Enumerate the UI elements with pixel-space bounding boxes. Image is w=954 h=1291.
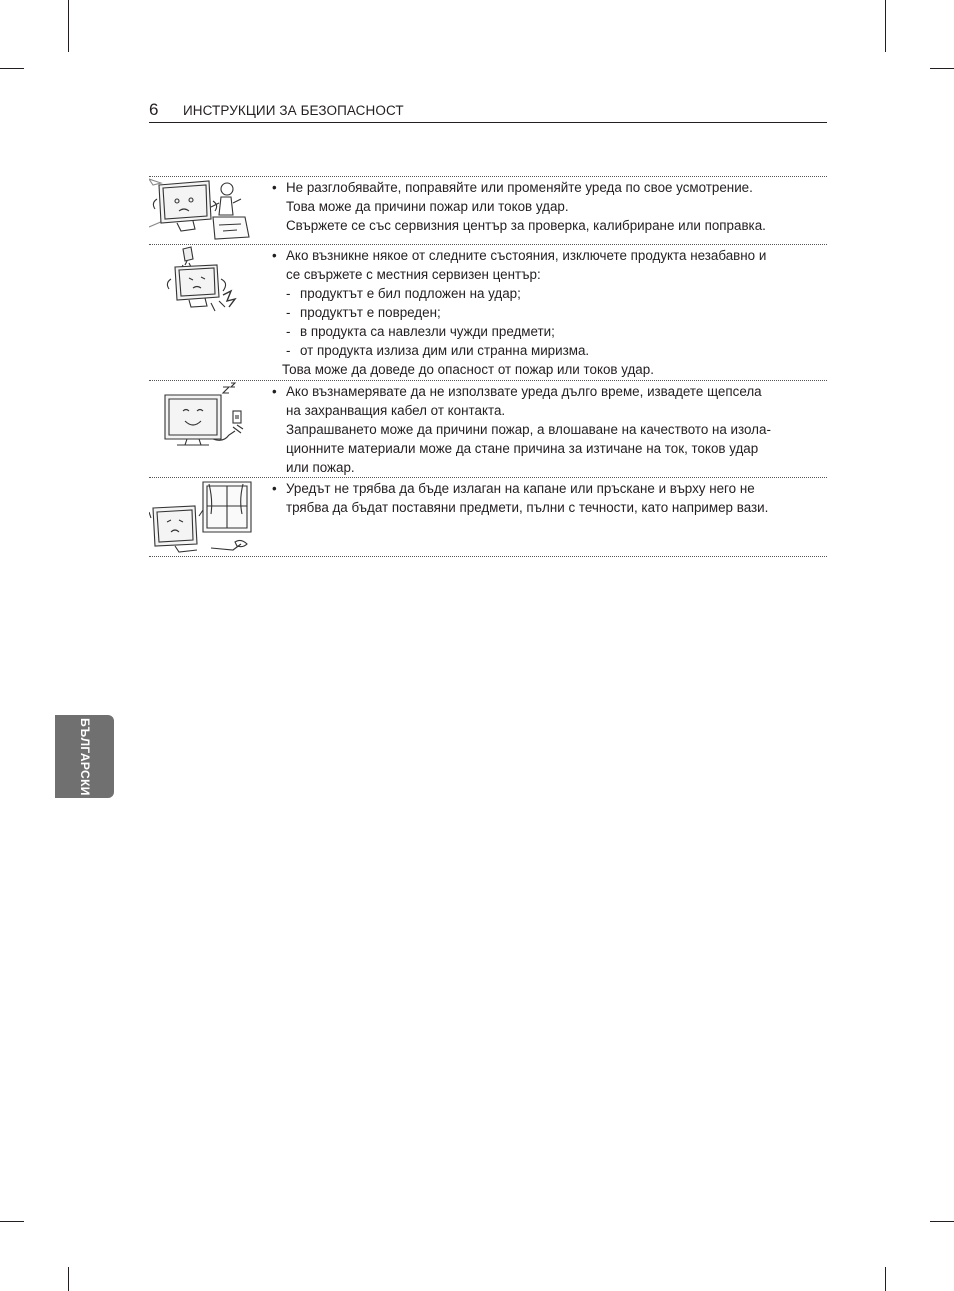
safety-row: [149, 245, 827, 381]
text-line: Това може да причини пожар или токов удар.: [286, 199, 569, 214]
row-content: [264, 478, 827, 556]
tv-damage-warning-icon: [149, 245, 264, 380]
sub-item: - в продукта са навлезли чужди предмети;: [286, 324, 555, 339]
dash-mark: -: [286, 324, 291, 339]
section-title: ИНСТРУКЦИИ ЗА БЕЗОПАСНОСТ: [183, 103, 404, 118]
text-line: ционните материали може да стане причина за изтичане на ток, токов удар: [286, 441, 759, 456]
sub-item: - продуктът е повреден;: [286, 305, 441, 320]
language-label: БЪЛГАРСКИ: [77, 717, 92, 796]
safety-row: [149, 478, 827, 557]
dash-mark: -: [286, 343, 291, 358]
crop-mark: [0, 68, 24, 69]
bullet-mark: •: [272, 248, 277, 263]
text-line: трябва да бъдат поставяни предмети, пълни с течности, като например вази.: [286, 500, 769, 515]
bullet-line: • Не разглобявайте, поправяйте или променяйте уреда по свое усмотрение.: [272, 180, 753, 195]
page-header: [149, 100, 827, 123]
dash-mark: -: [286, 305, 291, 320]
text-line: Свържете се със сервизния център за проверка, калибриране или поправка.: [286, 218, 766, 233]
row-content: [264, 245, 827, 380]
crop-mark: [885, 1267, 886, 1291]
row-note: Това може да доведе до опасност от пожар или токов удар.: [282, 362, 654, 377]
bullet-mark: •: [272, 384, 277, 399]
crop-mark: [885, 0, 886, 52]
sub-item: - от продукта излиза дим или странна миризма.: [286, 343, 590, 358]
crop-mark: [930, 1221, 954, 1222]
tv-unplug-icon: [149, 381, 264, 477]
bullet-mark: •: [272, 481, 277, 496]
bullet-line: • Ако възнамерявате да не използвате уреда дълго време, извадете щепсела: [272, 384, 762, 399]
crop-mark: [68, 0, 69, 52]
bullet-mark: •: [272, 180, 277, 195]
tv-water-splash-icon: [149, 478, 264, 556]
crop-mark: [0, 1221, 24, 1222]
language-tab: [55, 715, 114, 798]
crop-mark: [930, 68, 954, 69]
safety-instructions: [149, 176, 827, 557]
text-line: или пожар.: [286, 460, 355, 475]
text-line: се свържете с местния сервизен център:: [286, 267, 541, 282]
crop-mark: [68, 1267, 69, 1291]
bullet-line: • Уредът не трябва да бъде излаган на капане или пръскане и върху него не: [272, 481, 755, 496]
safety-row: [149, 381, 827, 478]
page-number: 6: [149, 100, 159, 119]
safety-row: [149, 177, 827, 245]
row-content: [264, 381, 827, 477]
text-line: Запрашването може да причини пожар, а влошаване на качеството на изола-: [286, 422, 771, 437]
dash-mark: -: [286, 286, 291, 301]
row-content: [264, 177, 827, 244]
sub-item: - продуктът е бил подложен на удар;: [286, 286, 521, 301]
bullet-line: • Ако възникне някое от следните състояния, изключете продукта незабавно и: [272, 248, 767, 263]
text-line: на захранващия кабел от контакта.: [286, 403, 506, 418]
tv-disassembly-warning-icon: [149, 177, 264, 244]
